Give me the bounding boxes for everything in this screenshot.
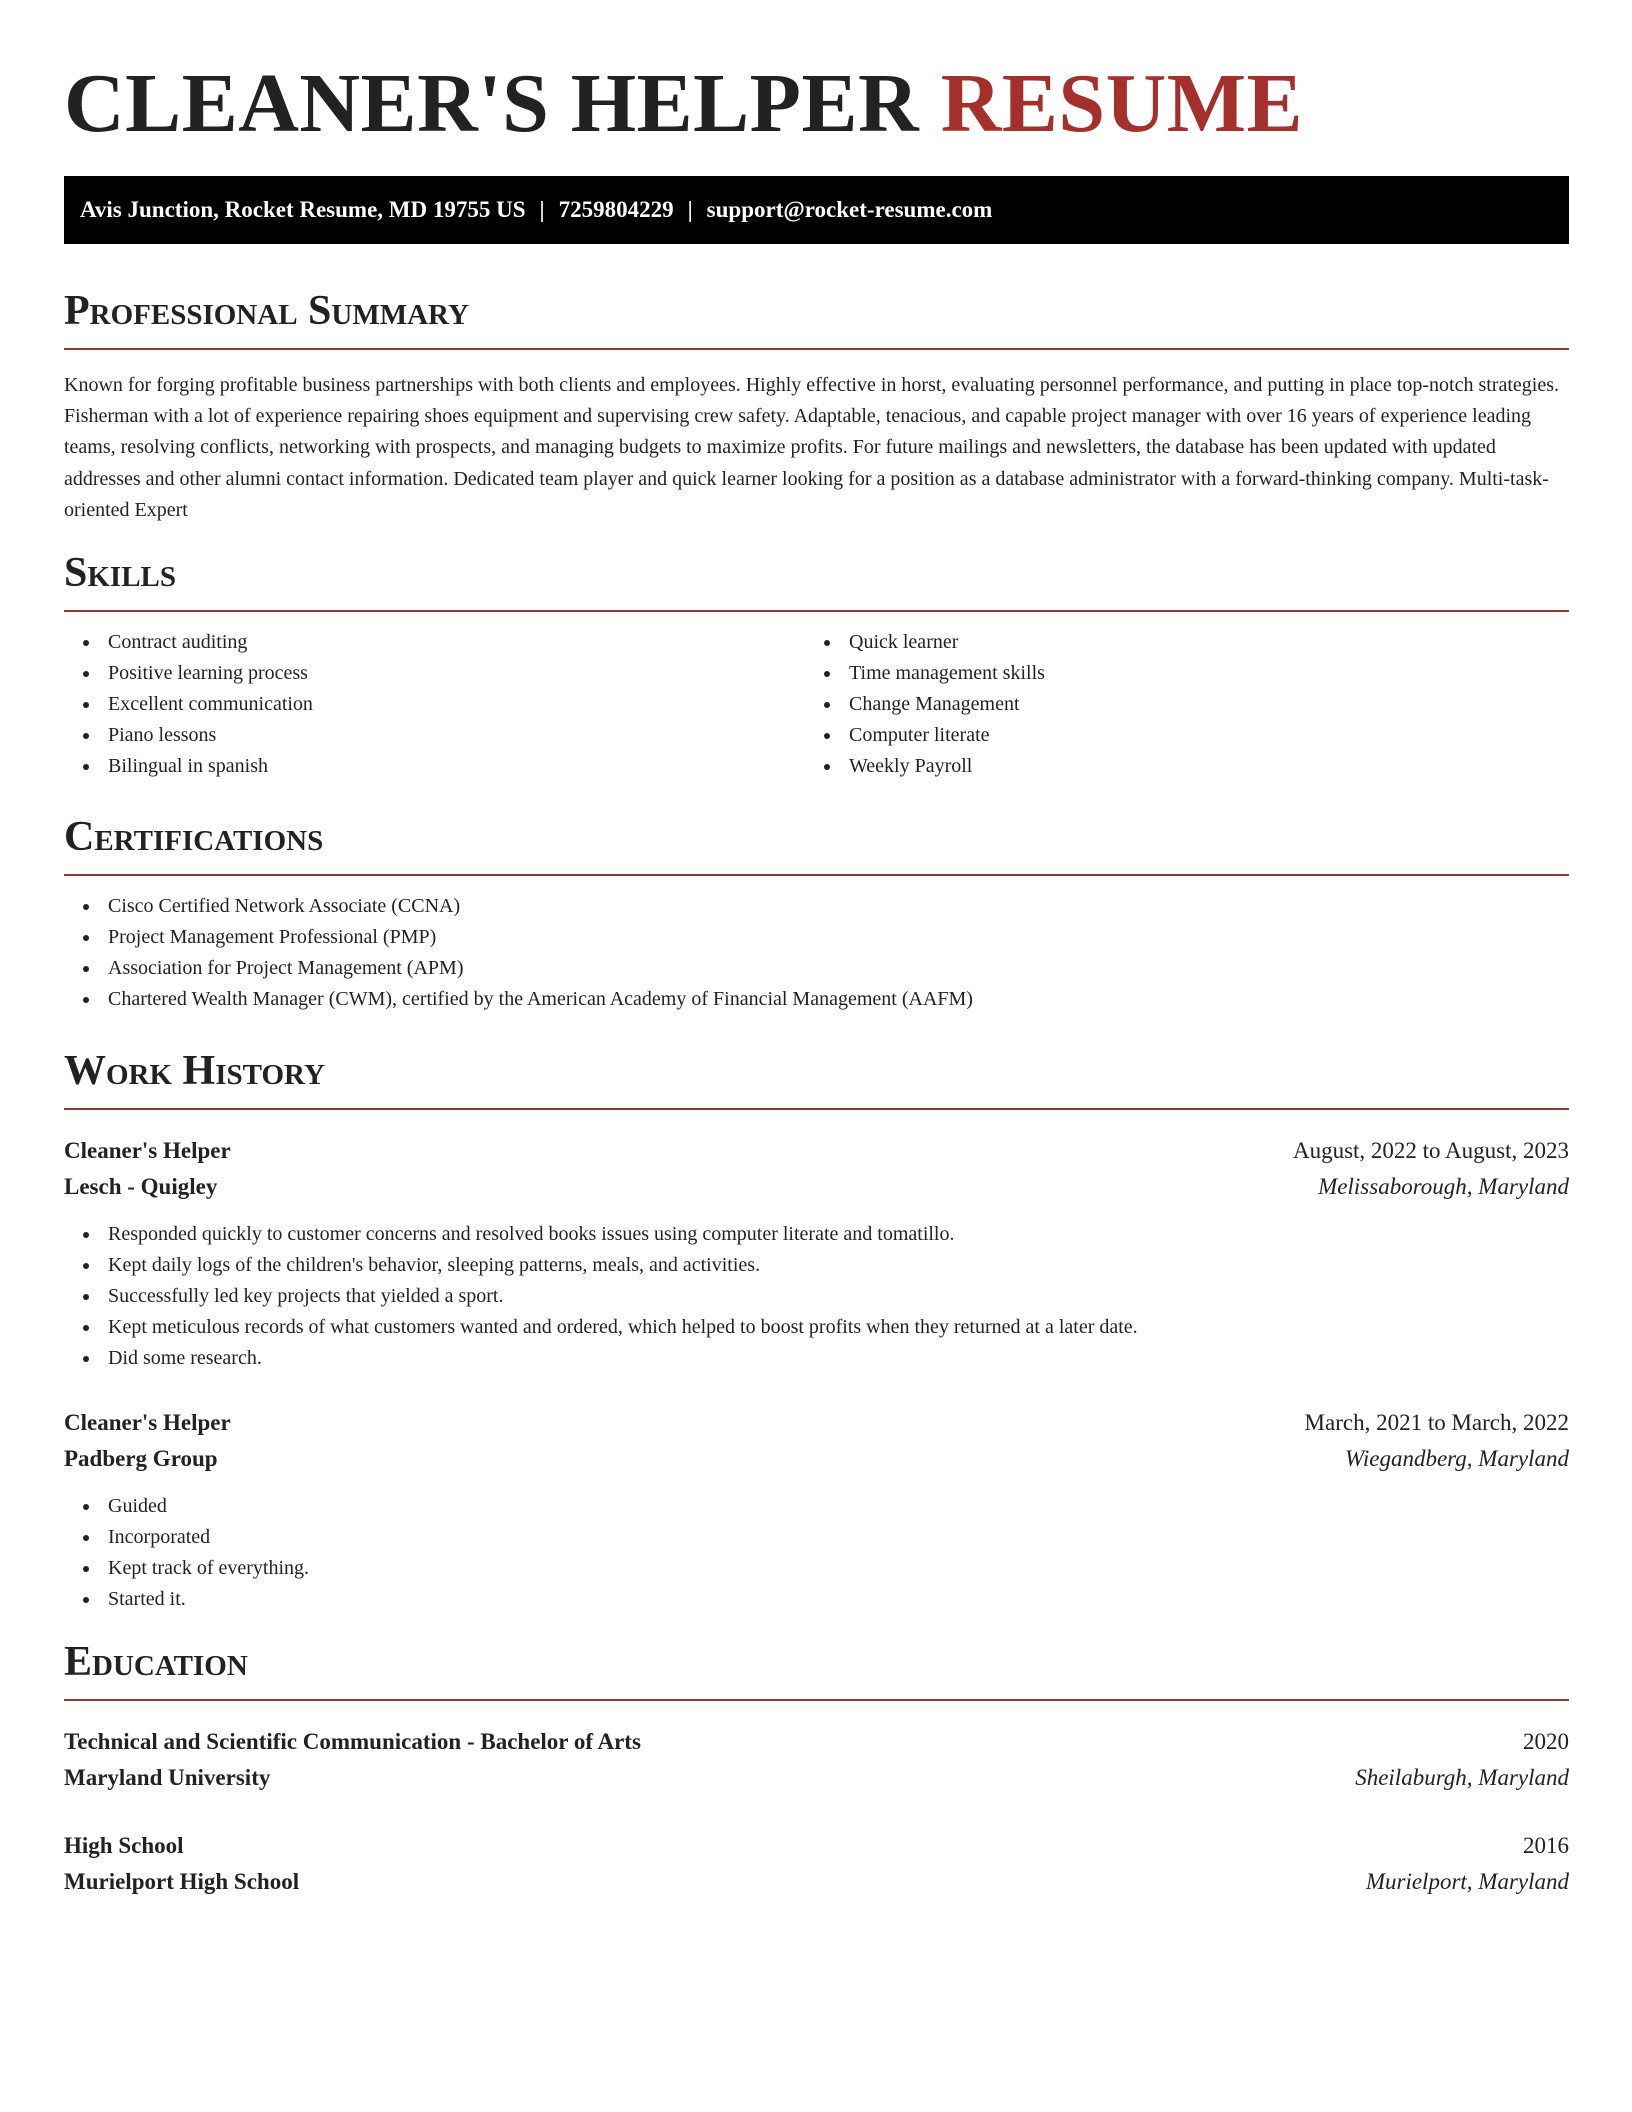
job-dates: March, 2021 to March, 2022 [1304,1410,1569,1435]
contact-address: Avis Junction, Rocket Resume, MD 19755 US [80,197,526,222]
certifications-list [64,891,973,1015]
work-history-heading: Work History [64,1048,325,1094]
job-duty-item: Kept track of everything. [64,1553,309,1584]
job-title: Cleaner's Helper [64,1410,231,1435]
job-duty-item: Successfully led key projects that yielded a sport. [64,1281,1138,1312]
skill-item: Excellent communication [64,689,313,720]
job-duty-item: Incorporated [64,1522,309,1553]
contact-separator: | [687,197,693,222]
job-duty-item: Kept daily logs of the children's behavior, sleeping patterns, meals, and activities. [64,1250,1138,1281]
education-degree-row [64,1828,1569,1864]
education-school-row [64,1760,1569,1796]
certification-item: Cisco Certified Network Associate (CCNA) [64,891,973,922]
skill-item: Piano lessons [64,720,313,751]
work-history-divider [64,1108,1569,1110]
job-duties-list [64,1491,309,1615]
job-company-row [64,1169,1569,1205]
education-year: 2016 [1523,1833,1569,1858]
certification-item: Project Management Professional (PMP) [64,922,973,953]
skill-item: Quick learner [805,627,1045,658]
education-location: Sheilaburgh, Maryland [1355,1765,1569,1790]
education-location: Murielport, Maryland [1365,1869,1569,1894]
job-duty-item: Responded quickly to customer concerns and resolved books issues using computer literate and tomatillo. [64,1219,1138,1250]
education-school: Murielport High School [64,1869,300,1894]
education-degree: High School [64,1833,184,1858]
skills-heading: Skills [64,550,177,596]
job-company-row [64,1441,1569,1477]
job-location: Melissaborough, Maryland [1318,1174,1569,1199]
job-dates: August, 2022 to August, 2023 [1292,1138,1569,1163]
education-year: 2020 [1523,1729,1569,1754]
summary-text: Known for forging profitable business partnerships with both clients and employees. Highly effective in horst, evaluating personnel performance, and putting in place top-notch strategies. Fisherman with a lot of experience repairing shoes equipment and supervising crew safety. Adaptable, tenacious, and capable project manager with over 16 years of experience leading teams, resolving conflicts, networking with prospects, and managing budgets to maximize profits. For future mailings and newsletters, the database has been updated with updated addresses and other alumni contact information. Dedicated team player and quick learner looking for a position as a database administrator with a forward-thinking company. Multi-task-oriented Expert [64,374,1559,521]
contact-separator: | [539,197,545,222]
skills-list-left [64,627,313,782]
job-duty-item: Did some research. [64,1343,1138,1374]
skill-item: Time management skills [805,658,1045,689]
skill-item: Positive learning process [64,658,313,689]
certifications-divider [64,874,1569,876]
education-degree-row [64,1724,1569,1760]
job-header-row [64,1133,1569,1169]
skills-divider [64,610,1569,612]
job-title: Cleaner's Helper [64,1138,231,1163]
skill-item: Computer literate [805,720,1045,751]
job-header-row [64,1405,1569,1441]
skill-item: Contract auditing [64,627,313,658]
certifications-heading: Certifications [64,814,324,860]
education-divider [64,1699,1569,1701]
skill-item: Weekly Payroll [805,751,1045,782]
job-company: Padberg Group [64,1446,218,1471]
job-duty-item: Guided [64,1491,309,1522]
certification-item: Association for Project Management (APM) [64,953,973,984]
skill-item: Bilingual in spanish [64,751,313,782]
education-school: Maryland University [64,1765,271,1790]
job-duties-list [64,1219,1138,1374]
skills-list-right [805,627,1045,782]
skill-item: Change Management [805,689,1045,720]
contact-email[interactable]: support@rocket-resume.com [706,197,993,222]
title-accent: RESUME [940,57,1304,150]
certification-item: Chartered Wealth Manager (CWM), certified by the American Academy of Financial Management (AAFM) [64,984,973,1015]
job-company: Lesch - Quigley [64,1174,218,1199]
education-school-row [64,1864,1569,1900]
education-heading: Education [64,1639,248,1685]
summary-divider [64,348,1569,350]
job-location: Wiegandberg, Maryland [1344,1446,1569,1471]
job-duty-item: Kept meticulous records of what customers wanted and ordered, which helped to boost profits when they returned at a later date. [64,1312,1138,1343]
summary-heading: Professional Summary [64,288,469,334]
resume-title [64,56,1303,152]
job-duty-item: Started it. [64,1584,309,1615]
contact-phone[interactable]: 7259804229 [558,197,674,222]
education-degree: Technical and Scientific Communication - Bachelor of Arts [64,1729,641,1754]
title-main: CLEANER'S HELPER [64,57,920,150]
contact-bar [64,176,1569,244]
